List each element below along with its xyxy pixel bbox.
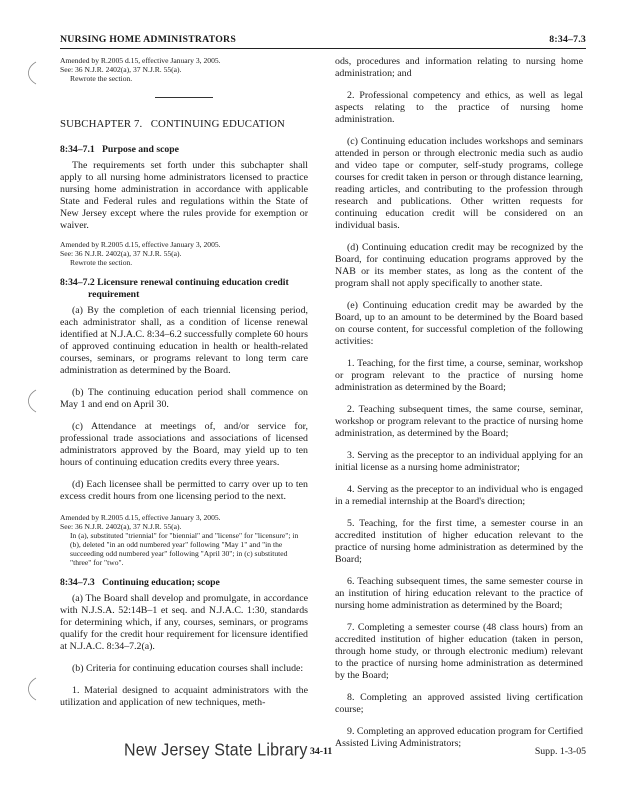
section-separator [155, 97, 213, 98]
subchapter-title: SUBCHAPTER 7. CONTINUING EDUCATION [60, 118, 285, 130]
amendment-note: See: 36 N.J.R. 2402(a), 37 N.J.R. 55(a). [60, 522, 182, 531]
amendment-note: See: 36 N.J.R. 2402(a), 37 N.J.R. 55(a). [60, 249, 182, 258]
paragraph: (c) Continuing education includes workshops and seminars attended in person or through electronic media such as audio and video tape or computer, self-study programs, college courses for credit taken in person or through distance learning, reading articles, and contributing to the profession through research and publications. Other written requests for continuing education credit will be considered on an individual basis. [335, 136, 583, 231]
list-item: 6. Teaching subsequent times, the same semester course in an institution of hiring education relevant to the practice of nursing home administration as determined by the Board; [335, 576, 583, 611]
list-item: 1. Teaching, for the first time, a course, seminar, workshop or program relevant to the practice of nursing home administration as determined by the Board; [335, 358, 583, 393]
amendment-note: Amended by R.2005 d.15, effective January 3, 2005. [60, 56, 221, 65]
list-item: 2. Teaching subsequent times, the same course, seminar, workshop or program relevant to the practice of nursing home administration, as determined by the Board; [335, 404, 583, 439]
paragraph: (a) By the completion of each triennial licensing period, each administrator shall, as a condition of license renewal identified at N.J.A.C. 8:34–6.2 successfully complete 60 hours of approved continuing education in health or health-related courses, seminars, or programs relevant to long term care administration as determined by the Board. [60, 305, 308, 376]
binding-mark-icon [22, 388, 42, 414]
paragraph: 1. Material designed to acquaint administrators with the utilization and application of new techniques, meth- [60, 685, 308, 708]
list-item: 8. Completing an approved assisted living certification course; [335, 692, 583, 715]
header-title: NURSING HOME ADMINISTRATORS [60, 34, 236, 45]
section-heading: 8:34–7.1 Purpose and scope [60, 144, 179, 155]
paragraph: The requirements set forth under this subchapter shall apply to all nursing home administrators licensed to practice nursing home administration in accordance with applicable State and Federal rules and regulations within the State of New Jersey except where the rules provide for exemption or waiver. [60, 160, 308, 231]
binding-mark-icon [22, 676, 42, 702]
supplement-date: Supp. 1-3-05 [534, 746, 586, 757]
paragraph: (b) Criteria for continuing education courses shall include: [72, 663, 304, 674]
library-watermark: New Jersey State Library [124, 741, 308, 760]
list-item: 3. Serving as the preceptor to an individual applying for an initial license as a nursing home administrator; [335, 450, 583, 473]
header-section: 8:34–7.3 [549, 34, 586, 45]
running-header [60, 34, 586, 48]
paragraph: (a) The Board shall develop and promulgate, in accordance with N.J.S.A. 52:14B–1 et seq. and N.J.A.C. 1:30, standards for determining which, if any, courses, seminars, or programs qualify for the credit hour requirement for licensure identified at N.J.A.C. 8:34–7.2(a). [60, 593, 308, 652]
left-column [60, 56, 308, 709]
paragraph: (c) Attendance at meetings of, and/or service for, professional trade associations and associations of licensed administrators approved by the Board, may yield up to ten hours of continuing education credits every three years. [60, 421, 308, 468]
list-item: 5. Teaching, for the first time, a semester course in an accredited institution of higher education relevant to the practice of nursing home administration as determined by the Board; [335, 518, 583, 565]
amendment-note: Amended by R.2005 d.15, effective January 3, 2005. [60, 513, 221, 522]
paragraph: (b) The continuing education period shall commence on May 1 and end on April 30. [60, 387, 308, 410]
amendment-note: Rewrote the section. [70, 74, 133, 83]
page-footer [0, 740, 618, 780]
amendment-note: Amended by R.2005 d.15, effective January 3, 2005. [60, 240, 221, 249]
binding-mark-icon [22, 60, 42, 86]
section-heading: 8:34–7.2 Licensure renewal continuing education credit requirement [60, 277, 289, 300]
amendment-note: See: 36 N.J.R. 2402(a), 37 N.J.R. 55(a). [60, 65, 182, 74]
paragraph: (d) Continuing education credit may be recognized by the Board, for continuing education programs approved by the NAB or its member states, as long as the content of the program shall not apply specifically to another state. [335, 242, 583, 289]
page-number: 34-11 [310, 746, 333, 757]
paragraph: (d) Each licensee shall be permitted to carry over up to ten excess credit hours from one licensing period to the next. [60, 479, 308, 502]
paragraph: (e) Continuing education credit may be awarded by the Board, up to an amount to be determined by the Board based on course content, for successful completion of the following activities: [335, 300, 583, 347]
right-column [335, 56, 583, 750]
section-heading: 8:34–7.3 Continuing education; scope [60, 577, 220, 588]
list-item: 7. Completing a semester course (48 class hours) from an accredited institution of higher education (taken in person, through home study, or through electronic medium) relevant to the practice of nursing home administration as determined by the Board; [335, 622, 583, 681]
paragraph: 2. Professional competency and ethics, as well as legal aspects relating to the practice of nursing home administration. [335, 90, 583, 125]
amendment-note: In (a), substituted "triennial" for "biennial" and "license" for "licensure"; in (b), deleted "in an odd numbered year" following "May 1" and "in the succeeding odd numbered year" following "April 30"; in (c) substituted "three" for "two". [70, 531, 299, 567]
list-item: 4. Serving as the preceptor to an individual who is engaged in a remedial internship at the Board's direction; [335, 484, 583, 507]
list-item: 9. Completing an approved education program for Certified Assisted Living Administrators; [335, 726, 583, 749]
header-rule [60, 48, 586, 49]
paragraph: ods, procedures and information relating to nursing home administration; and [335, 56, 583, 79]
amendment-note: Rewrote the section. [70, 258, 133, 267]
